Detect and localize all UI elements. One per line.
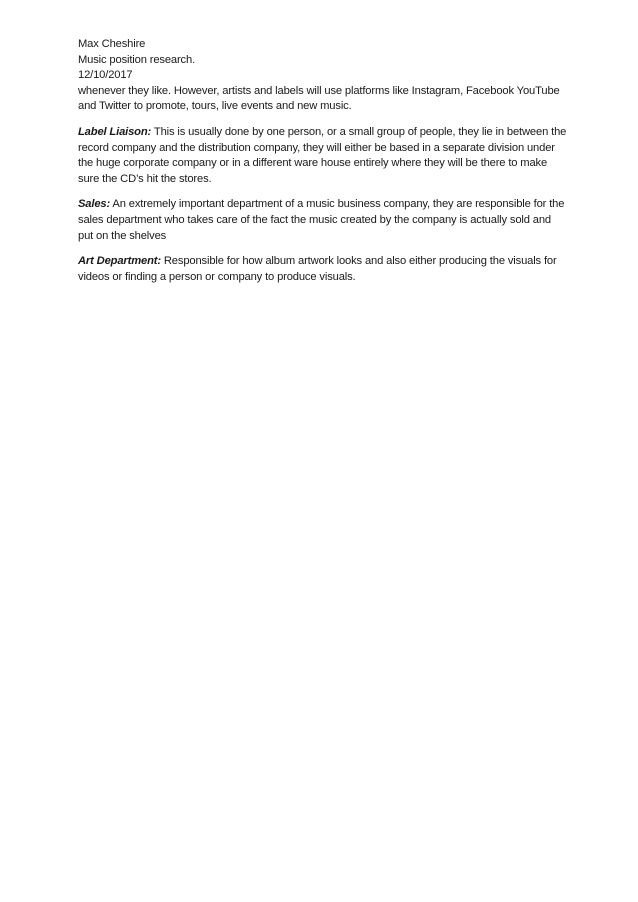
paragraph-art-department: [78, 254, 568, 285]
document-date: 12/10/2017: [78, 69, 133, 82]
paragraph-intro-text: whenever they like. However, artists and labels will use platforms like Instagram, Facebook YouTube and Twitter to promote, tours, live events and new music.: [78, 84, 560, 113]
author-name: Max Cheshire: [78, 38, 146, 50]
document-title: Music position research.: [78, 53, 196, 66]
term-art-department: Art Department:: [78, 255, 161, 268]
paragraph-label-liaison-text: This is usually done by one person, or a small group of people, they lie in between the record company and the distribution company, they will either be based in a separate division under the huge corporate company or in a different ware house entirely where they will be there to make sure the CD’s hit the stores.: [78, 125, 567, 185]
term-label-liaison: Label Liaison:: [78, 125, 152, 138]
paragraph-intro: [78, 84, 568, 115]
document-body: [78, 37, 568, 285]
paragraph-sales: [78, 197, 568, 244]
paragraph-art-department-text: Responsible for how album artwork looks and also either producing the visuals for videos or finding a person or company to produce visuals.: [78, 255, 557, 283]
paragraph-label-liaison: [78, 125, 568, 187]
paragraph-sales-text: An extremely important department of a music business company, they are responsible for the sales department who takes care of the fact the music created by the company is actually sold and put on the shelves: [78, 198, 565, 242]
term-sales: Sales:: [78, 198, 111, 211]
